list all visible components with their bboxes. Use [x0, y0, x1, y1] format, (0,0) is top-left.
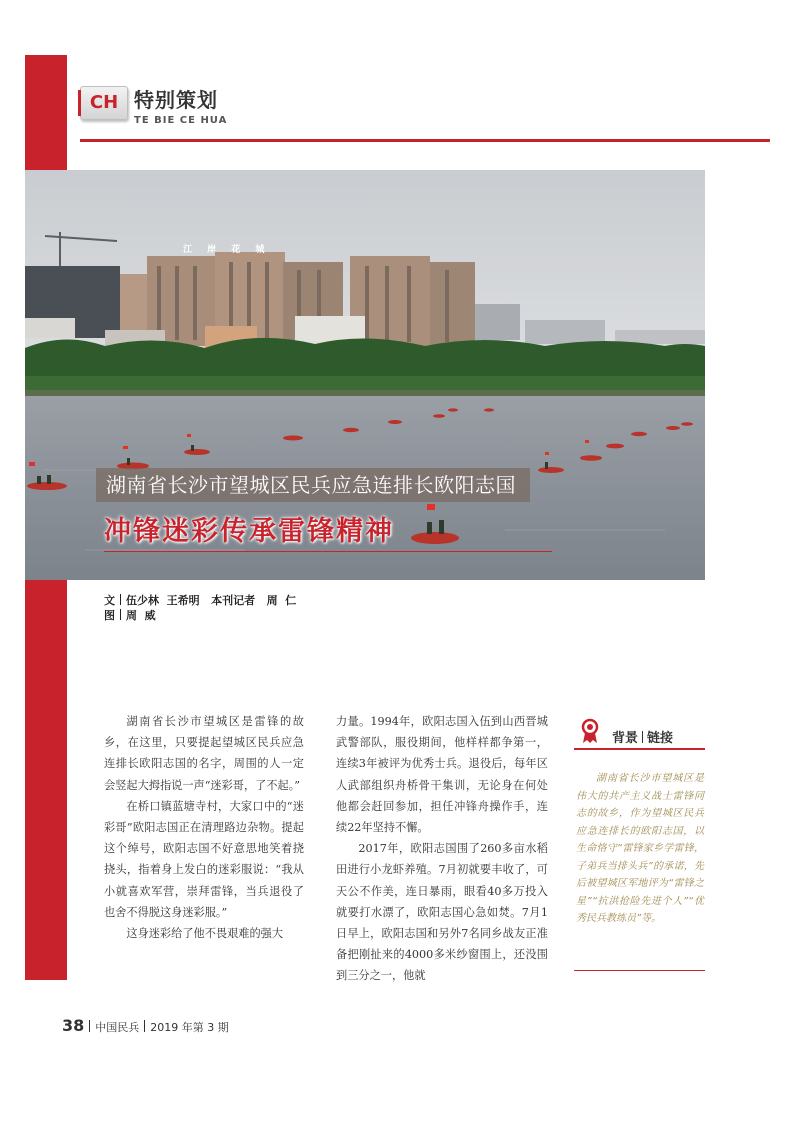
left-red-bar-bottom [25, 580, 67, 980]
header-rule [80, 139, 770, 142]
paragraph: 2017年，欧阳志国围了260多亩水稻田进行小龙虾养殖。7月初就要丰收了，可天公不作美，连日暴雨，眼看40多万投入就要打水漂了，欧阳志国心急如焚。7月1日早上，欧阳志国和另外7名同乡战友正准备把刚扯来的4000多米纱窗围上，还没围到三分之一，他就 [336, 842, 548, 983]
page-footer [62, 1016, 229, 1035]
magazine-name: 中国民兵 [95, 1021, 140, 1034]
sidebar-text [576, 770, 704, 928]
left-red-bar-top [25, 55, 67, 170]
paragraph: 湖南省长沙市望城区是雷锋的故乡，在这里，只要提起望城区民兵应急连排长欧阳志国的名字，周围的人一定会竖起大拇指说一声“迷彩哥，了不起。” [104, 715, 304, 792]
article-column-1 [104, 711, 304, 944]
section-pinyin: TE BIE CE HUA [134, 115, 228, 126]
sidebar-rule-bottom [574, 970, 705, 971]
headline-subtitle: 湖南省长沙市望城区民兵应急连排长欧阳志国 [96, 468, 530, 502]
headline-title: 冲锋迷彩传承雷锋精神 [104, 516, 394, 547]
byline-photo-authors: 周 威 [126, 609, 156, 622]
building-sign: 江 岸 花 城 [183, 245, 271, 255]
article-column-2 [336, 711, 548, 987]
byline-text-label: 文 [104, 594, 115, 607]
section-badge: CH [80, 86, 128, 120]
section-title: 特别策划 [134, 88, 218, 112]
sidebar-title-background: 背景 [612, 731, 639, 746]
award-medal-icon [580, 718, 600, 744]
byline-text [104, 592, 296, 608]
paragraph: 这身迷彩给了他不畏艰难的强大 [126, 927, 284, 941]
byline-text-authors: 伍少林 王希明 本刊记者 周 仁 [126, 594, 297, 607]
sidebar-title [612, 727, 673, 746]
page-number: 38 [62, 1016, 85, 1035]
issue-info: 2019 年第 3 期 [150, 1021, 229, 1034]
headline-rule [104, 551, 552, 552]
byline-photo [104, 607, 156, 623]
sidebar-paragraph: 湖南省长沙市望城区是伟大的共产主义战士雷锋同志的故乡，作为望城区民兵应急连排长的欧阳志国，以生命恪守“雷锋家乡学雷锋，子弟兵当排头兵”的承诺，先后被望城区军地评为“雷锋之星”“抗洪抢险先进个人”“优秀民兵教练员”等。 [576, 773, 704, 924]
paragraph: 在桥口镇蓝塘寺村，大家口中的“迷彩哥”欧阳志国正在清理路边杂物。提起这个绰号，欧阳志国不好意思地笑着挠挠头，指着身上发白的迷彩服说：“我从小就喜欢军营，崇拜雷锋，当兵退役了也舍不得脱这身迷彩服。” [104, 799, 304, 919]
paragraph: 力量。1994年，欧阳志国入伍到山西晋城武警部队，服役期间，他样样都争第一，连续3年被评为优秀士兵。退役后，每年区人武部组织舟桥骨干集训，无论身在何处他都会赶回参加，担任冲锋舟操作手，连续22年坚持不懈。 [336, 715, 548, 835]
sidebar-rule [574, 748, 705, 750]
sidebar-title-link: 链接 [647, 731, 674, 746]
byline-photo-label: 图 [104, 609, 115, 622]
